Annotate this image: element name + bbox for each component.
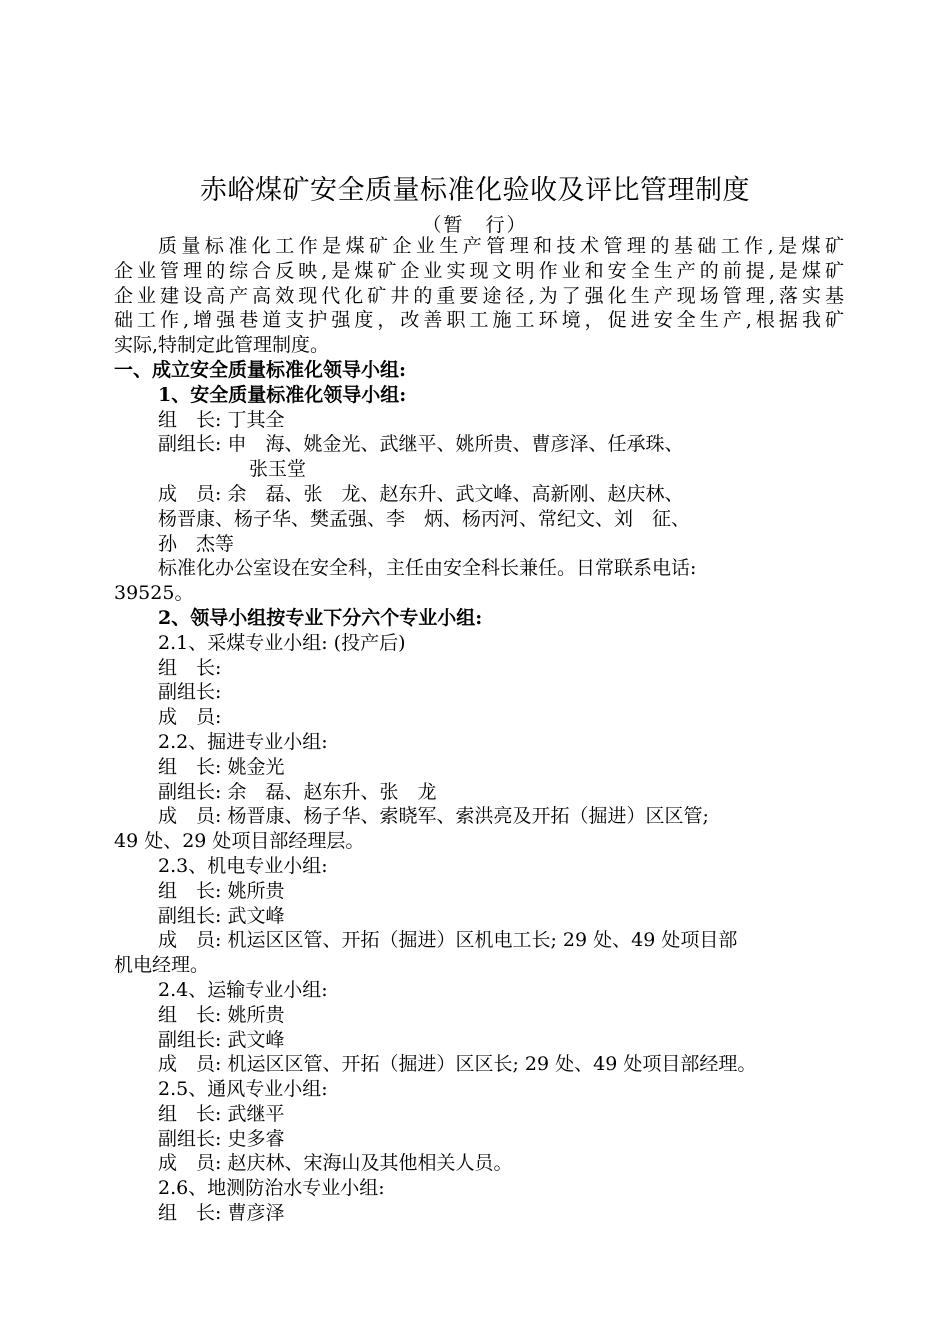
text-line: 2.5、通风专业小组: bbox=[158, 1078, 328, 1101]
text-line: 2.3、机电专业小组: bbox=[158, 854, 328, 877]
text-line: 1、安全质量标准化领导小组: bbox=[158, 383, 407, 406]
text-line: 组 长: 武继平 bbox=[158, 1102, 285, 1125]
text-line: 成 员: 机运区区管、开拓（掘进）区区长; 29 处、49 处项目部经理。 bbox=[158, 1053, 757, 1076]
text-line: 组 长: 丁其全 bbox=[158, 408, 285, 431]
text-line: 机电经理。 bbox=[114, 954, 210, 977]
text-line: 49 处、29 处项目部经理层。 bbox=[114, 830, 365, 853]
text-line: 企业建设高产高效现代化矿井的重要途径,为了强化生产现场管理,落实基 bbox=[114, 284, 844, 307]
text-line: 副组长: bbox=[158, 681, 222, 704]
text-line: 2.6、地测防治水专业小组: bbox=[158, 1177, 385, 1200]
text-line: 成 员: 杨晋康、杨子华、索晓军、索洪亮及开拓（掘进）区区管; bbox=[158, 805, 709, 828]
text-line: 39525。 bbox=[114, 582, 194, 605]
text-line: 组 长: 姚所贵 bbox=[158, 879, 285, 902]
text-line: 副组长: 武文峰 bbox=[158, 904, 285, 927]
text-line: 2、领导小组按专业下分六个专业小组: bbox=[158, 606, 483, 629]
text-line: 组 长: 曹彦泽 bbox=[158, 1202, 285, 1225]
text-line: 础工作,增强巷道支护强度，改善职工施工环境，促进安全生产,根据我矿 bbox=[114, 309, 844, 332]
text-line: 2.1、采煤专业小组: (投产后) bbox=[158, 631, 406, 654]
text-line: 组 长: 姚所贵 bbox=[158, 1003, 285, 1026]
text-line: 成 员: bbox=[158, 706, 222, 729]
text-line: 标准化办公室设在安全科，主任由安全科长兼任。日常联系电话: bbox=[158, 557, 697, 580]
text-line: 孙 杰等 bbox=[158, 532, 235, 555]
text-line: 一、成立安全质量标准化领导小组: bbox=[114, 358, 407, 381]
text-line: 副组长: 余 磊、赵东升、张 龙 bbox=[158, 780, 437, 803]
text-line: 副组长: 武文峰 bbox=[158, 1028, 285, 1051]
text-line: 成 员: 机运区区管、开拓（掘进）区机电工长; 29 处、49 处项目部 bbox=[158, 929, 738, 952]
text-line: 组 长: bbox=[158, 656, 222, 679]
text-line: 副组长: 申 海、姚金光、武继平、姚所贵、曹彦泽、任承珠、 bbox=[158, 433, 684, 456]
text-line: 企业管理的综合反映,是煤矿企业实现文明作业和安全生产的前提,是煤矿 bbox=[114, 259, 844, 282]
text-line: 质量标准化工作是煤矿企业生产管理和技术管理的基础工作,是煤矿 bbox=[158, 235, 844, 257]
document-subtitle: （暂 行） bbox=[422, 214, 528, 236]
text-line: 张玉堂 bbox=[249, 458, 307, 481]
text-line: 2.2、掘进专业小组: bbox=[158, 730, 328, 753]
text-line: 副组长: 史多睿 bbox=[158, 1127, 285, 1150]
text-line: 实际,特制定此管理制度。 bbox=[114, 334, 330, 357]
text-line: 成 员: 余 磊、张 龙、赵东升、武文峰、高新刚、赵庆林、 bbox=[158, 482, 684, 505]
text-line: 成 员: 赵庆林、宋海山及其他相关人员。 bbox=[158, 1152, 513, 1175]
text-line: 2.4、运输专业小组: bbox=[158, 978, 328, 1001]
document-title: 赤峪煤矿安全质量标准化验收及评比管理制度 bbox=[200, 175, 750, 206]
document-body bbox=[114, 234, 844, 1226]
text-line: 杨晋康、杨子华、樊孟强、李 炳、杨丙河、常纪文、刘 征、 bbox=[158, 507, 691, 530]
text-line: 组 长: 姚金光 bbox=[158, 755, 285, 778]
